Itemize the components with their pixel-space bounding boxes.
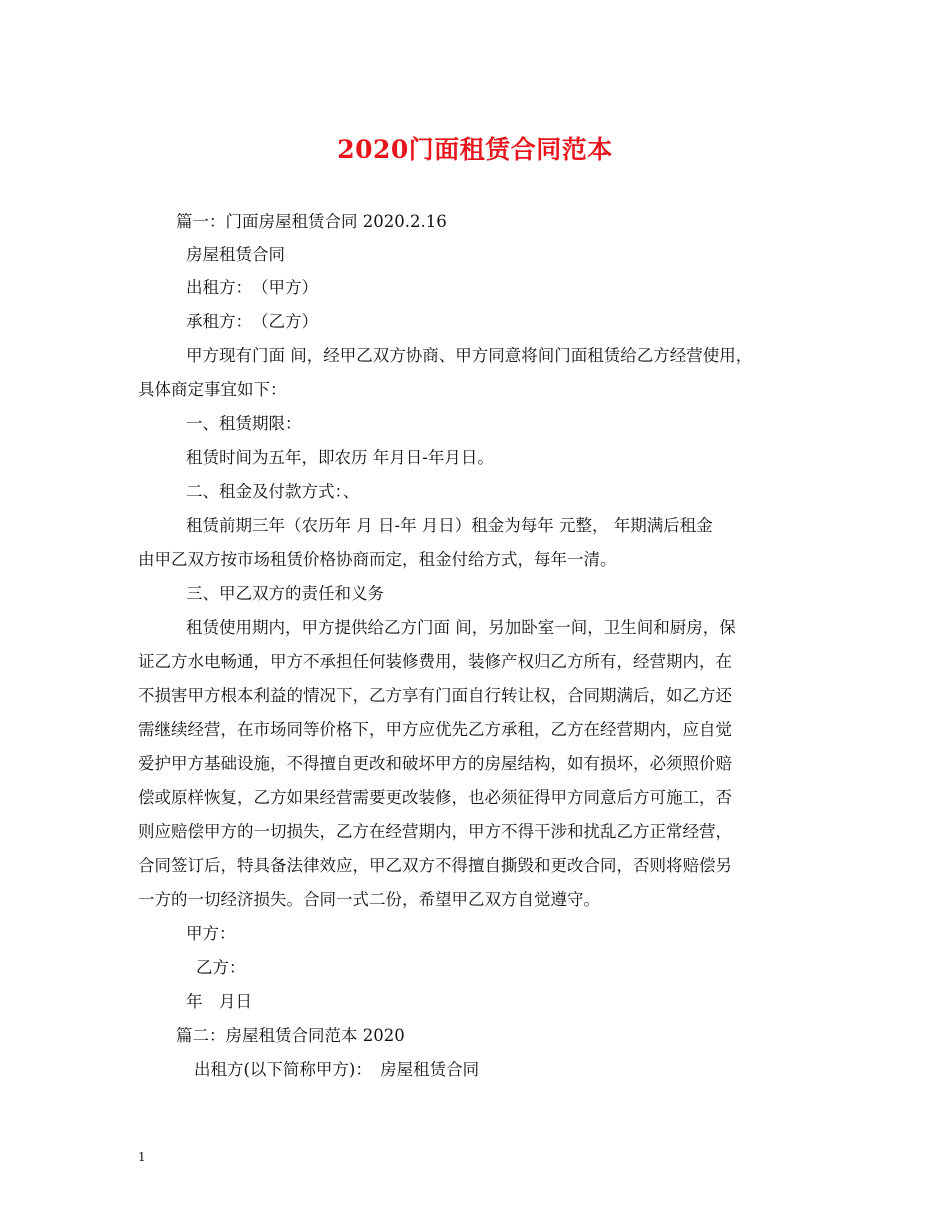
- paragraph-line: 一方的一切经济损失。合同一式二份，希望甲乙双方自觉遵守。: [138, 890, 600, 909]
- party-a-signature: 甲方：: [186, 924, 236, 943]
- paragraph-line: 证乙方水电畅通，甲方不承担任何装修费用，装修产权归乙方所有，经营期内，在: [138, 652, 732, 671]
- date-line: 年 月日: [186, 992, 252, 1011]
- paragraph-line: 甲方现有门面 间，经甲乙双方协商、甲方同意将间门面租赁给乙方经营使用，: [186, 346, 753, 365]
- document-title: 2020门面租赁合同范本: [337, 135, 613, 164]
- paragraph-line: 偿或原样恢复，乙方如果经营需要更改装修，也必须征得甲方同意后方可施工，否: [138, 788, 732, 807]
- paragraph-line: 需继续经营，在市场同等价格下，甲方应优先乙方承租，乙方在经营期内，应自觉: [138, 720, 732, 739]
- clause-heading: 一、租赁期限：: [186, 414, 302, 433]
- paragraph-line: 租赁使用期内，甲方提供给乙方门面 间，另加卧室一间，卫生间和厨房，保: [186, 618, 736, 637]
- paragraph-line: 租赁时间为五年，即农历 年月日-年月日。: [186, 448, 494, 467]
- clause-heading: 三、甲乙双方的责任和义务: [186, 584, 384, 603]
- contract-heading: 房屋租赁合同: [186, 245, 285, 264]
- paragraph-line: 租赁前期三年（农历年 月 日-年 月日）租金为每年 元整， 年期满后租金: [186, 516, 713, 535]
- paragraph-line: 出租方(以下简称甲方)： 房屋租赁合同: [194, 1060, 480, 1079]
- paragraph-line: 则应赔偿甲方的一切损失，乙方在经营期内，甲方不得干涉和扰乱乙方正常经营，: [138, 822, 732, 841]
- clause-heading: 二、租金及付款方式：、: [186, 482, 360, 501]
- paragraph-line: 合同签订后，特具备法律效应，甲乙双方不得擅自撕毁和更改合同，否则将赔偿另: [138, 856, 732, 875]
- paragraph-line: 爱护甲方基础设施，不得擅自更改和破坏甲方的房屋结构，如有损坏，必须照价赔: [138, 754, 732, 773]
- lessor-line: 出租方： （甲方）: [186, 278, 318, 297]
- section-heading-1: 篇一：门面房屋租赁合同 2020.2.16: [176, 212, 447, 231]
- page-number: 1: [138, 1150, 146, 1164]
- paragraph-line: 由甲乙双方按市场租赁价格协商而定，租金付给方式，每年一清。: [138, 550, 617, 569]
- lessee-line: 承租方： （乙方）: [186, 312, 318, 331]
- paragraph-line: 具体商定事宜如下：: [138, 380, 287, 399]
- party-b-signature: 乙方：: [196, 958, 246, 977]
- section-heading-2: 篇二：房屋租赁合同范本 2020: [176, 1026, 405, 1045]
- paragraph-line: 不损害甲方根本利益的情况下，乙方享有门面自行转让权，合同期满后，如乙方还: [138, 686, 732, 705]
